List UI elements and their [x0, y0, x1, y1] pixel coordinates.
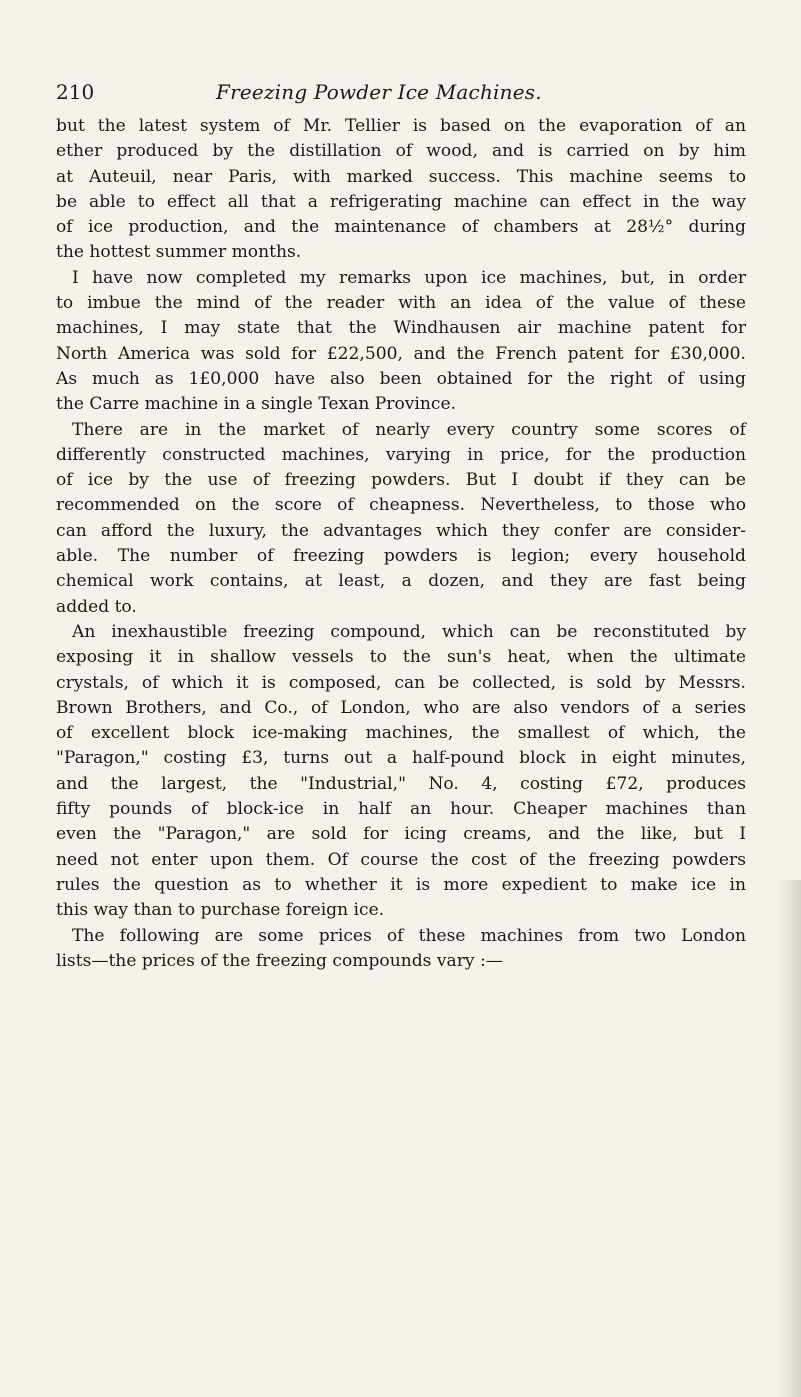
page-edge-shadow: [777, 880, 801, 1397]
text-line: this way than to purchase foreign ice.: [56, 900, 385, 921]
text-line: added to.: [56, 596, 137, 617]
text-line: lists—the prices of the freezing compounds vary :—: [56, 950, 503, 971]
text-line: to imbue the mind of the reader with an idea of the value of these: [56, 293, 746, 314]
text-line: but the latest system of Mr. Tellier is based on the evaporation of an: [56, 116, 746, 136]
text-line: rules the question as to whether it is more expedient to make ice in: [56, 874, 746, 895]
text-line: There are in the market of nearly every country some scores of: [72, 419, 746, 440]
body-text: [56, 114, 746, 974]
text-line: North America was sold for £22,500, and the French patent for £30,000.: [56, 343, 746, 364]
text-line: machines, I may state that the Windhausen air machine patent for: [56, 318, 746, 339]
page-number: 210: [56, 80, 95, 104]
text-line: of ice by the use of freezing powders. But I doubt if they can be: [56, 470, 746, 491]
text-line: at Auteuil, near Paris, with marked success. This machine seems to: [56, 166, 746, 187]
text-line: exposing it in shallow vessels to the sun's heat, when the ultimate: [56, 647, 746, 668]
text-line: differently constructed machines, varying in price, for the production: [56, 444, 746, 465]
text-line: An inexhaustible freezing compound, which can be reconstituted by: [72, 621, 746, 642]
text-line: able. The number of freezing powders is legion; every household: [56, 546, 746, 567]
running-title: Freezing Powder Ice Machines.: [216, 80, 542, 104]
text-line: Brown Brothers, and Co., of London, who are also vendors of a series: [56, 697, 746, 718]
text-line: of excellent block ice-making machines, the smallest of which, the: [56, 723, 746, 744]
text-line: need not enter upon them. Of course the cost of the freezing powders: [56, 849, 746, 870]
text-line: and the largest, the "Industrial," No. 4, costing £72, produces: [56, 773, 746, 794]
text-line: The following are some prices of these machines from two London: [72, 925, 746, 946]
text-line: can afford the luxury, the advantages which they confer are consider-: [56, 520, 746, 541]
text-line: crystals, of which it is composed, can be collected, is sold by Messrs.: [56, 672, 746, 693]
text-line: even the "Paragon," are sold for icing creams, and the like, but I: [56, 824, 746, 845]
text-line: fifty pounds of block-ice in half an hour. Cheaper machines than: [56, 799, 746, 820]
text-line: ether produced by the distillation of wood, and is carried on by him: [56, 141, 746, 162]
text-line: the Carre machine in a single Texan Province.: [56, 394, 457, 415]
text-line: be able to effect all that a refrigerating machine can effect in the way: [56, 191, 746, 212]
text-line: "Paragon," costing £3, turns out a half-pound block in eight minutes,: [56, 748, 746, 769]
text-line: chemical work contains, at least, a dozen, and they are fast being: [56, 571, 746, 592]
text-line: recommended on the score of cheapness. Nevertheless, to those who: [56, 495, 746, 516]
text-line: the hottest summer months.: [56, 242, 302, 263]
page-header: [56, 80, 756, 106]
text-line: As much as 1£0,000 have also been obtained for the right of using: [56, 368, 746, 389]
text-line: of ice production, and the maintenance of chambers at 28½° during: [56, 217, 746, 238]
text-line: I have now completed my remarks upon ice machines, but, in order: [72, 267, 746, 288]
